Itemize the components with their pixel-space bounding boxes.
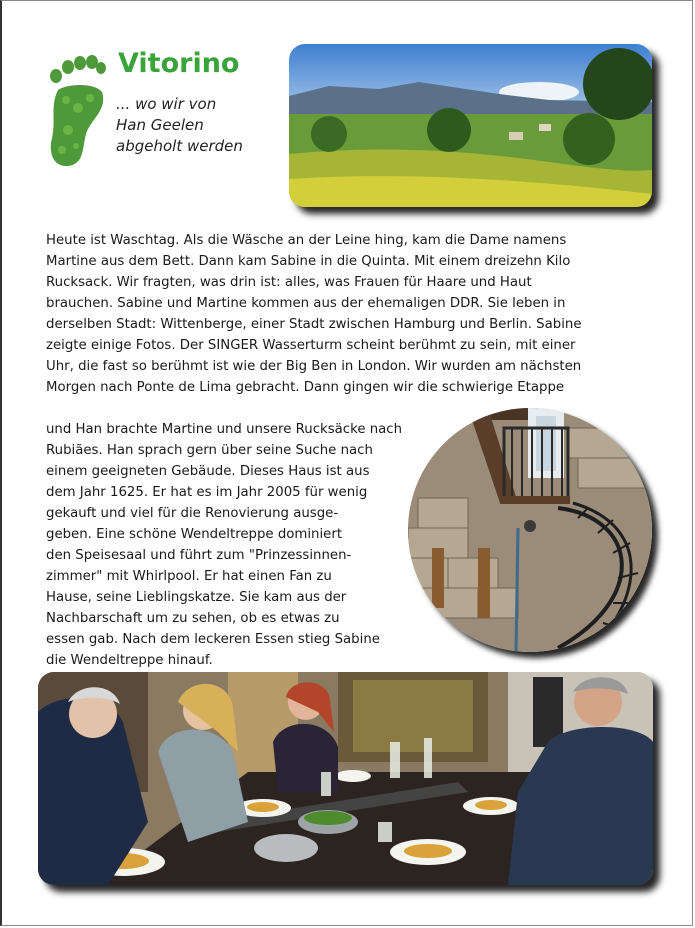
text-line: geben. Eine schöne Wendeltreppe dominiert [46, 527, 343, 542]
logo-subtitle-line: ... wo wir von [116, 95, 217, 113]
text-line: Nachbarschaft um zu sehen, ob es etwas zu [46, 611, 340, 626]
logo-title: Vitorino [118, 48, 240, 79]
article-text-narrow [46, 419, 406, 671]
text-line: Rucksack. Wir fragten, was drin ist: alles, was Frauen für Haare und Haut [46, 275, 532, 290]
text-line: Hause, seine Lieblingskatze. Sie kam aus der [46, 590, 347, 605]
text-line: die Wendeltreppe hinauf. [46, 653, 213, 668]
text-line: essen gab. Nach dem leckeren Essen stieg Sabine [46, 632, 380, 647]
text-line: Heute ist Waschtag. Als die Wäsche an der Leine hing, kam die Dame namens [46, 233, 567, 248]
text-line: Martine aus dem Bett. Dann kam Sabine in die Quinta. Mit einem dreizehn Kilo [46, 254, 571, 269]
staircase-photo [408, 408, 652, 652]
logo-subtitle [116, 94, 243, 157]
logo-subtitle-line: abgeholt werden [116, 137, 243, 155]
text-line: brauchen. Sabine und Martine kommen aus der ehemaligen DDR. Sie leben in [46, 296, 566, 311]
landscape-photo [289, 44, 652, 207]
text-line: und Han brachte Martine und unsere Rucksäcke nach [46, 422, 403, 437]
text-line: Morgen nach Ponte de Lima gebracht. Dann gingen wir die schwierige Etappe [46, 380, 565, 395]
text-line: Uhr, die fast so berühmt ist wie der Big Ben in London. Wir wurden am nächsten [46, 359, 582, 374]
text-line: einem geeigneten Gebäude. Dieses Haus ist aus [46, 464, 370, 479]
text-line: dem Jahr 1625. Er hat es im Jahr 2005 für wenig [46, 485, 368, 500]
article-text-full [46, 230, 646, 398]
text-line: den Speisesaal und führt zum "Prinzessinnen- [46, 548, 352, 563]
text-line: zimmer" mit Whirlpool. Er hat einen Fan zu [46, 569, 332, 584]
text-line: derselben Stadt: Wittenberge, einer Stadt zwischen Hamburg und Berlin. Sabine [46, 317, 582, 332]
text-line: zeigte einige Fotos. Der SINGER Wasserturm scheint berühmt zu sein, mit einer [46, 338, 576, 353]
logo-subtitle-line: Han Geelen [116, 116, 204, 134]
text-line: gekauft und viel für die Renovierung ausge- [46, 506, 339, 521]
footprint-icon [46, 50, 106, 168]
dinner-photo [38, 672, 653, 885]
logo [42, 44, 274, 182]
text-line: Rubiães. Han sprach gern über seine Suche nach [46, 443, 373, 458]
